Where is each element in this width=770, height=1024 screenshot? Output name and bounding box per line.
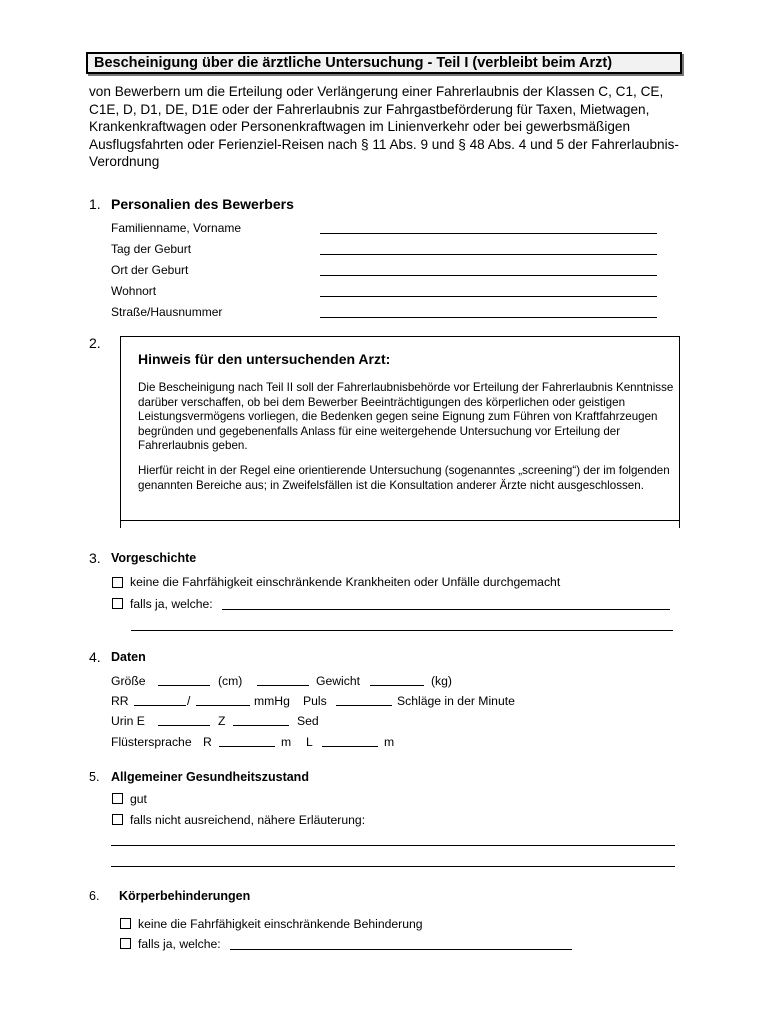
input-whisper-left[interactable] [322,746,378,747]
input-rr-systolic[interactable] [134,705,186,706]
hint-paragraph-1: Die Bescheinigung nach Teil II soll der Fahrerlaubnisbehörde vor Erteilung der Fahrerlaubnis Kenntnisse darüber verschaffen, ob bei dem Bewerber Beeinträchtigungen des körperlichen oder geistigen Leistungsvermögens vorliegen, die Bedenken gegen seine Eignung zum Führen von Kraftfahrzeugen begründen und gegebenenfalls Anlass für eine weitergehende Untersuchung vor Erteilung der Fahrerlaubnis geben. [138,381,674,452]
unit-m-right: m [281,735,292,749]
section5-title: Allgemeiner Gesundheitszustand [111,770,309,784]
label-urine-e: Urin E [111,714,145,728]
section3-title: Vorgeschichte [111,551,197,565]
option-health-insufficient-label: falls nicht ausreichend, nähere Erläuterung: [130,813,366,827]
field-line-birthplace[interactable] [320,275,657,276]
checkbox-health-insufficient[interactable] [112,814,123,825]
input-urine-z[interactable] [233,725,289,726]
field-line-residence[interactable] [320,296,657,297]
illness-detail-line-1[interactable] [222,609,670,610]
input-rr-diastolic[interactable] [196,705,250,706]
label-height: Größe [111,674,146,688]
health-detail-line-1[interactable] [111,845,675,846]
checkbox-health-good[interactable] [112,793,123,804]
section2-number: 2. [89,335,101,351]
field-label-name: Familienname, Vorname [111,221,242,235]
field-label-birthdate: Tag der Geburt [111,242,192,256]
option-no-disability-label: keine die Fahrfähigkeit einschränkende Behinderung [138,917,423,931]
intro-text: von Bewerbern um die Erteilung oder Verlängerung einer Fahrerlaubnis der Klassen C, C1, CE, C1E, D, D1, DE, D1E oder der Fahrerlaubnis zur Fahrgastbeförderung für Taxen, Mietwagen, Krankenkraftwagen oder Personenkraftwagen im Linienverkehr oder bei gewerbsmäßigen Ausflugsfahrten oder Ferienziel-Reisen nach § 11 Abs. 9 und § 48 Abs. 4 und 5 der Fahrerlaubnis-Verordnung [89,84,679,169]
input-weight[interactable] [370,685,424,686]
hint-title: Hinweis für den untersuchenden Arzt: [138,351,391,367]
option-no-illness-label: keine die Fahrfähigkeit einschränkende Krankheiten oder Unfälle durchgemacht [130,575,561,589]
input-whisper-right[interactable] [219,746,275,747]
field-label-residence: Wohnort [111,284,157,298]
label-pulse: Puls [303,694,327,708]
illness-detail-line-2[interactable] [131,630,673,631]
section1-title: Personalien des Bewerbers [111,196,294,212]
input-height[interactable] [158,685,210,686]
label-right-ear: R [203,735,212,749]
form-title: Bescheinigung über die ärztliche Untersuchung - Teil I (verbleibt beim Arzt) [86,52,682,74]
field-label-birthplace: Ort der Geburt [111,263,189,277]
section3-number: 3. [89,550,101,566]
section1-number: 1. [89,196,101,212]
label-urine-z: Z [218,714,226,728]
rr-slash: / [187,694,191,708]
section4-number: 4. [89,649,101,665]
health-detail-line-2[interactable] [111,866,675,867]
unit-beats-per-minute: Schläge in der Minute [397,694,515,708]
field-line-street[interactable] [320,317,657,318]
option-health-good-label: gut [130,792,147,806]
option-disability-yes-label: falls ja, welche: [138,937,221,951]
unit-cm: (cm) [218,674,243,688]
checkbox-no-illness[interactable] [112,577,123,588]
field-line-birthdate[interactable] [320,254,657,255]
label-whisper: Flüstersprache [111,735,192,749]
hint-box-bottom-line [120,520,680,521]
section6-number: 6. [89,889,100,903]
input-pulse[interactable] [336,705,392,706]
field-line-name[interactable] [320,233,657,234]
unit-mmhg: mmHg [254,694,290,708]
checkbox-disability-yes[interactable] [120,938,131,949]
label-rr: RR [111,694,129,708]
hint-paragraph-2: Hierfür reicht in der Regel eine orientierende Untersuchung (sogenanntes „screening“) der im folgenden genannten Bereiche aus; in Zweifelsfällen ist die Konsultation anderer Ärzte nicht ausgeschlossen. [138,464,670,492]
section6-title: Körperbehinderungen [119,889,251,903]
label-left-ear: L [306,735,313,749]
option-illness-yes-label: falls ja, welche: [130,597,213,611]
input-urine-e[interactable] [158,725,210,726]
section4-title: Daten [111,650,146,664]
unit-kg: (kg) [431,674,452,688]
label-sed: Sed [297,714,319,728]
section5-number: 5. [89,770,100,784]
label-weight: Gewicht [316,674,361,688]
disability-detail-line[interactable] [230,949,572,950]
checkbox-illness-yes[interactable] [112,598,123,609]
input-height-extra[interactable] [257,685,309,686]
field-label-street: Straße/Hausnummer [111,305,223,319]
unit-m-left: m [384,735,395,749]
checkbox-no-disability[interactable] [120,918,131,929]
